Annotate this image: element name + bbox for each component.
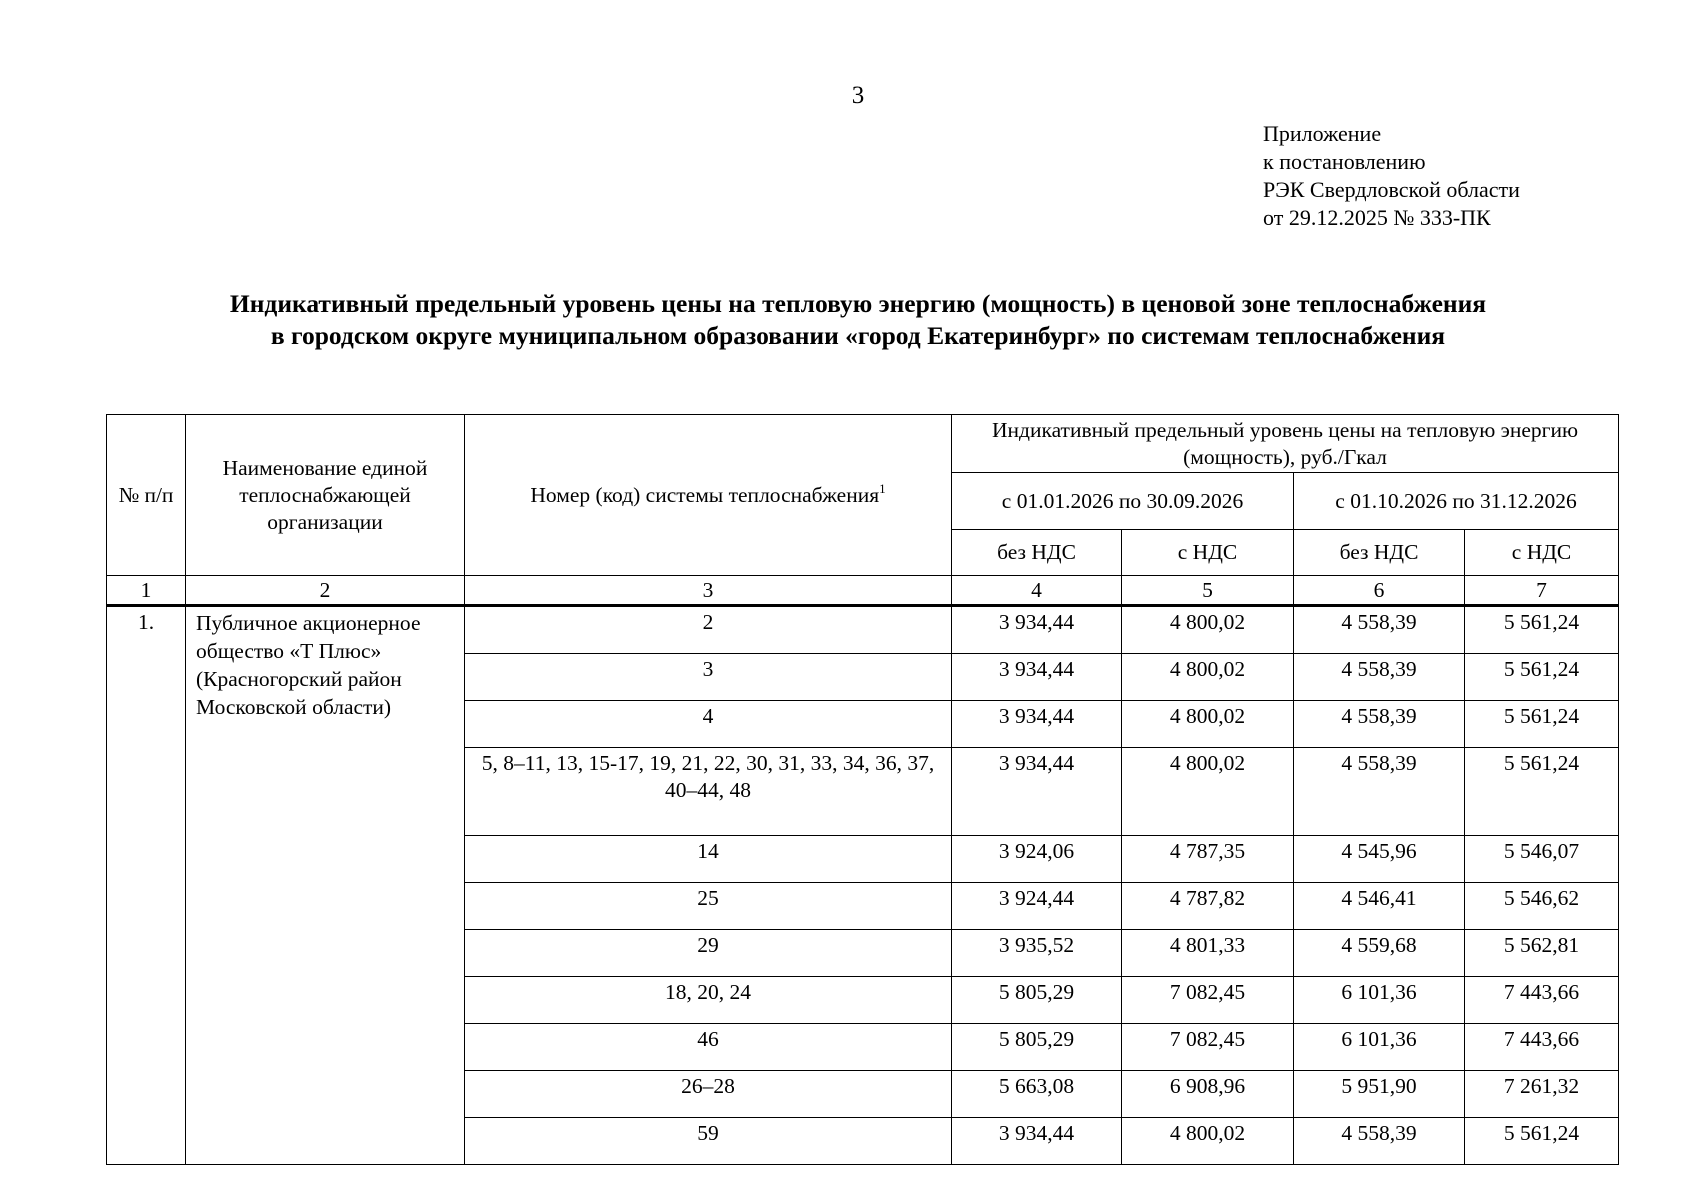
header-no-vat: без НДС bbox=[952, 530, 1122, 576]
system-code-cell: 14 bbox=[465, 836, 952, 883]
system-code-cell: 3 bbox=[465, 654, 952, 701]
price-cell-no-vat-period-2: 4 558,39 bbox=[1294, 654, 1465, 701]
header-price-group: Индикативный предельный уровень цены на тепловую энергию (мощность), руб./Гкал bbox=[952, 415, 1619, 473]
price-cell-vat-period-1: 7 082,45 bbox=[1122, 1024, 1294, 1071]
price-cell-vat-period-2: 7 443,66 bbox=[1465, 977, 1619, 1024]
column-number-row bbox=[107, 576, 1619, 606]
column-number: 5 bbox=[1122, 576, 1294, 606]
header-no-vat: без НДС bbox=[1294, 530, 1465, 576]
price-cell-no-vat-period-1: 3 934,44 bbox=[952, 701, 1122, 748]
price-cell-vat-period-1: 4 800,02 bbox=[1122, 606, 1294, 654]
table-row bbox=[107, 606, 1619, 654]
price-cell-vat-period-2: 5 561,24 bbox=[1465, 606, 1619, 654]
header-period-2: с 01.10.2026 по 31.12.2026 bbox=[1294, 473, 1619, 530]
system-code-cell: 4 bbox=[465, 701, 952, 748]
column-number: 7 bbox=[1465, 576, 1619, 606]
page-number: 3 bbox=[851, 82, 865, 109]
column-number: 2 bbox=[186, 576, 465, 606]
price-cell-vat-period-1: 7 082,45 bbox=[1122, 977, 1294, 1024]
price-cell-vat-period-2: 5 561,24 bbox=[1465, 654, 1619, 701]
price-cell-no-vat-period-1: 3 924,06 bbox=[952, 836, 1122, 883]
appendix-block bbox=[1263, 120, 1520, 232]
price-cell-vat-period-2: 7 261,32 bbox=[1465, 1071, 1619, 1118]
price-cell-vat-period-2: 5 546,07 bbox=[1465, 836, 1619, 883]
title-line: в городском округе муниципальном образовании «город Екатеринбург» по системам теплоснабжения bbox=[270, 321, 1446, 350]
price-cell-vat-period-1: 6 908,96 bbox=[1122, 1071, 1294, 1118]
title-line: Индикативный предельный уровень цены на тепловую энергию (мощность) в ценовой зоне теплоснабжения bbox=[229, 289, 1487, 318]
price-cell-vat-period-2: 7 443,66 bbox=[1465, 1024, 1619, 1071]
column-number: 6 bbox=[1294, 576, 1465, 606]
system-code-cell: 26–28 bbox=[465, 1071, 952, 1118]
appendix-line: Приложение bbox=[1263, 121, 1382, 146]
price-cell-no-vat-period-1: 3 935,52 bbox=[952, 930, 1122, 977]
price-cell-no-vat-period-1: 3 934,44 bbox=[952, 654, 1122, 701]
header-vat: с НДС bbox=[1465, 530, 1619, 576]
price-cell-no-vat-period-2: 6 101,36 bbox=[1294, 977, 1465, 1024]
system-code-cell: 18, 20, 24 bbox=[465, 977, 952, 1024]
appendix-line: РЭК Свердловской области bbox=[1263, 177, 1520, 202]
price-cell-no-vat-period-2: 4 558,39 bbox=[1294, 606, 1465, 654]
price-cell-vat-period-1: 4 800,02 bbox=[1122, 748, 1294, 836]
price-cell-vat-period-1: 4 801,33 bbox=[1122, 930, 1294, 977]
header-system bbox=[465, 415, 952, 576]
column-number: 1 bbox=[107, 576, 186, 606]
header-system-label: Номер (код) системы теплоснабжения bbox=[530, 482, 880, 507]
price-cell-vat-period-2: 5 562,81 bbox=[1465, 930, 1619, 977]
system-code-cell: 2 bbox=[465, 606, 952, 654]
price-cell-vat-period-1: 4 800,02 bbox=[1122, 1118, 1294, 1165]
price-cell-no-vat-period-2: 4 558,39 bbox=[1294, 701, 1465, 748]
header-num: № п/п bbox=[107, 415, 186, 576]
system-code-cell: 46 bbox=[465, 1024, 952, 1071]
price-cell-vat-period-2: 5 561,24 bbox=[1465, 701, 1619, 748]
price-cell-vat-period-2: 5 561,24 bbox=[1465, 748, 1619, 836]
column-number: 4 bbox=[952, 576, 1122, 606]
price-cell-no-vat-period-1: 3 934,44 bbox=[952, 606, 1122, 654]
price-cell-no-vat-period-2: 4 545,96 bbox=[1294, 836, 1465, 883]
price-cell-no-vat-period-1: 5 663,08 bbox=[952, 1071, 1122, 1118]
price-table bbox=[106, 414, 1619, 1165]
price-cell-vat-period-1: 4 787,35 bbox=[1122, 836, 1294, 883]
price-cell-no-vat-period-2: 5 951,90 bbox=[1294, 1071, 1465, 1118]
price-cell-no-vat-period-2: 4 558,39 bbox=[1294, 1118, 1465, 1165]
price-cell-vat-period-2: 5 561,24 bbox=[1465, 1118, 1619, 1165]
document-title bbox=[100, 288, 1616, 352]
price-cell-no-vat-period-1: 3 924,44 bbox=[952, 883, 1122, 930]
organization-name: Публичное акционерное общество «Т Плюс» (Красногорский район Московской области) bbox=[186, 606, 465, 1165]
appendix-line: от 29.12.2025 № 333-ПК bbox=[1263, 205, 1491, 230]
system-code-cell: 25 bbox=[465, 883, 952, 930]
header-period-1: с 01.01.2026 по 30.09.2026 bbox=[952, 473, 1294, 530]
header-org: Наименование единой теплоснабжающей организации bbox=[186, 415, 465, 576]
footnote-mark: 1 bbox=[879, 480, 886, 496]
price-cell-no-vat-period-1: 3 934,44 bbox=[952, 1118, 1122, 1165]
price-cell-vat-period-1: 4 800,02 bbox=[1122, 701, 1294, 748]
system-code-cell: 29 bbox=[465, 930, 952, 977]
price-cell-no-vat-period-2: 6 101,36 bbox=[1294, 1024, 1465, 1071]
price-cell-vat-period-2: 5 546,62 bbox=[1465, 883, 1619, 930]
price-cell-vat-period-1: 4 787,82 bbox=[1122, 883, 1294, 930]
header-row bbox=[107, 415, 1619, 473]
system-code-cell: 59 bbox=[465, 1118, 952, 1165]
price-cell-no-vat-period-2: 4 546,41 bbox=[1294, 883, 1465, 930]
price-cell-no-vat-period-2: 4 559,68 bbox=[1294, 930, 1465, 977]
price-cell-no-vat-period-1: 3 934,44 bbox=[952, 748, 1122, 836]
header-vat: с НДС bbox=[1122, 530, 1294, 576]
appendix-line: к постановлению bbox=[1263, 149, 1426, 174]
price-cell-no-vat-period-1: 5 805,29 bbox=[952, 1024, 1122, 1071]
price-cell-no-vat-period-1: 5 805,29 bbox=[952, 977, 1122, 1024]
column-number: 3 bbox=[465, 576, 952, 606]
system-code-cell: 5, 8–11, 13, 15-17, 19, 21, 22, 30, 31, 33, 34, 36, 37, 40–44, 48 bbox=[465, 748, 952, 836]
price-cell-no-vat-period-2: 4 558,39 bbox=[1294, 748, 1465, 836]
price-cell-vat-period-1: 4 800,02 bbox=[1122, 654, 1294, 701]
entry-number: 1. bbox=[107, 606, 186, 1165]
